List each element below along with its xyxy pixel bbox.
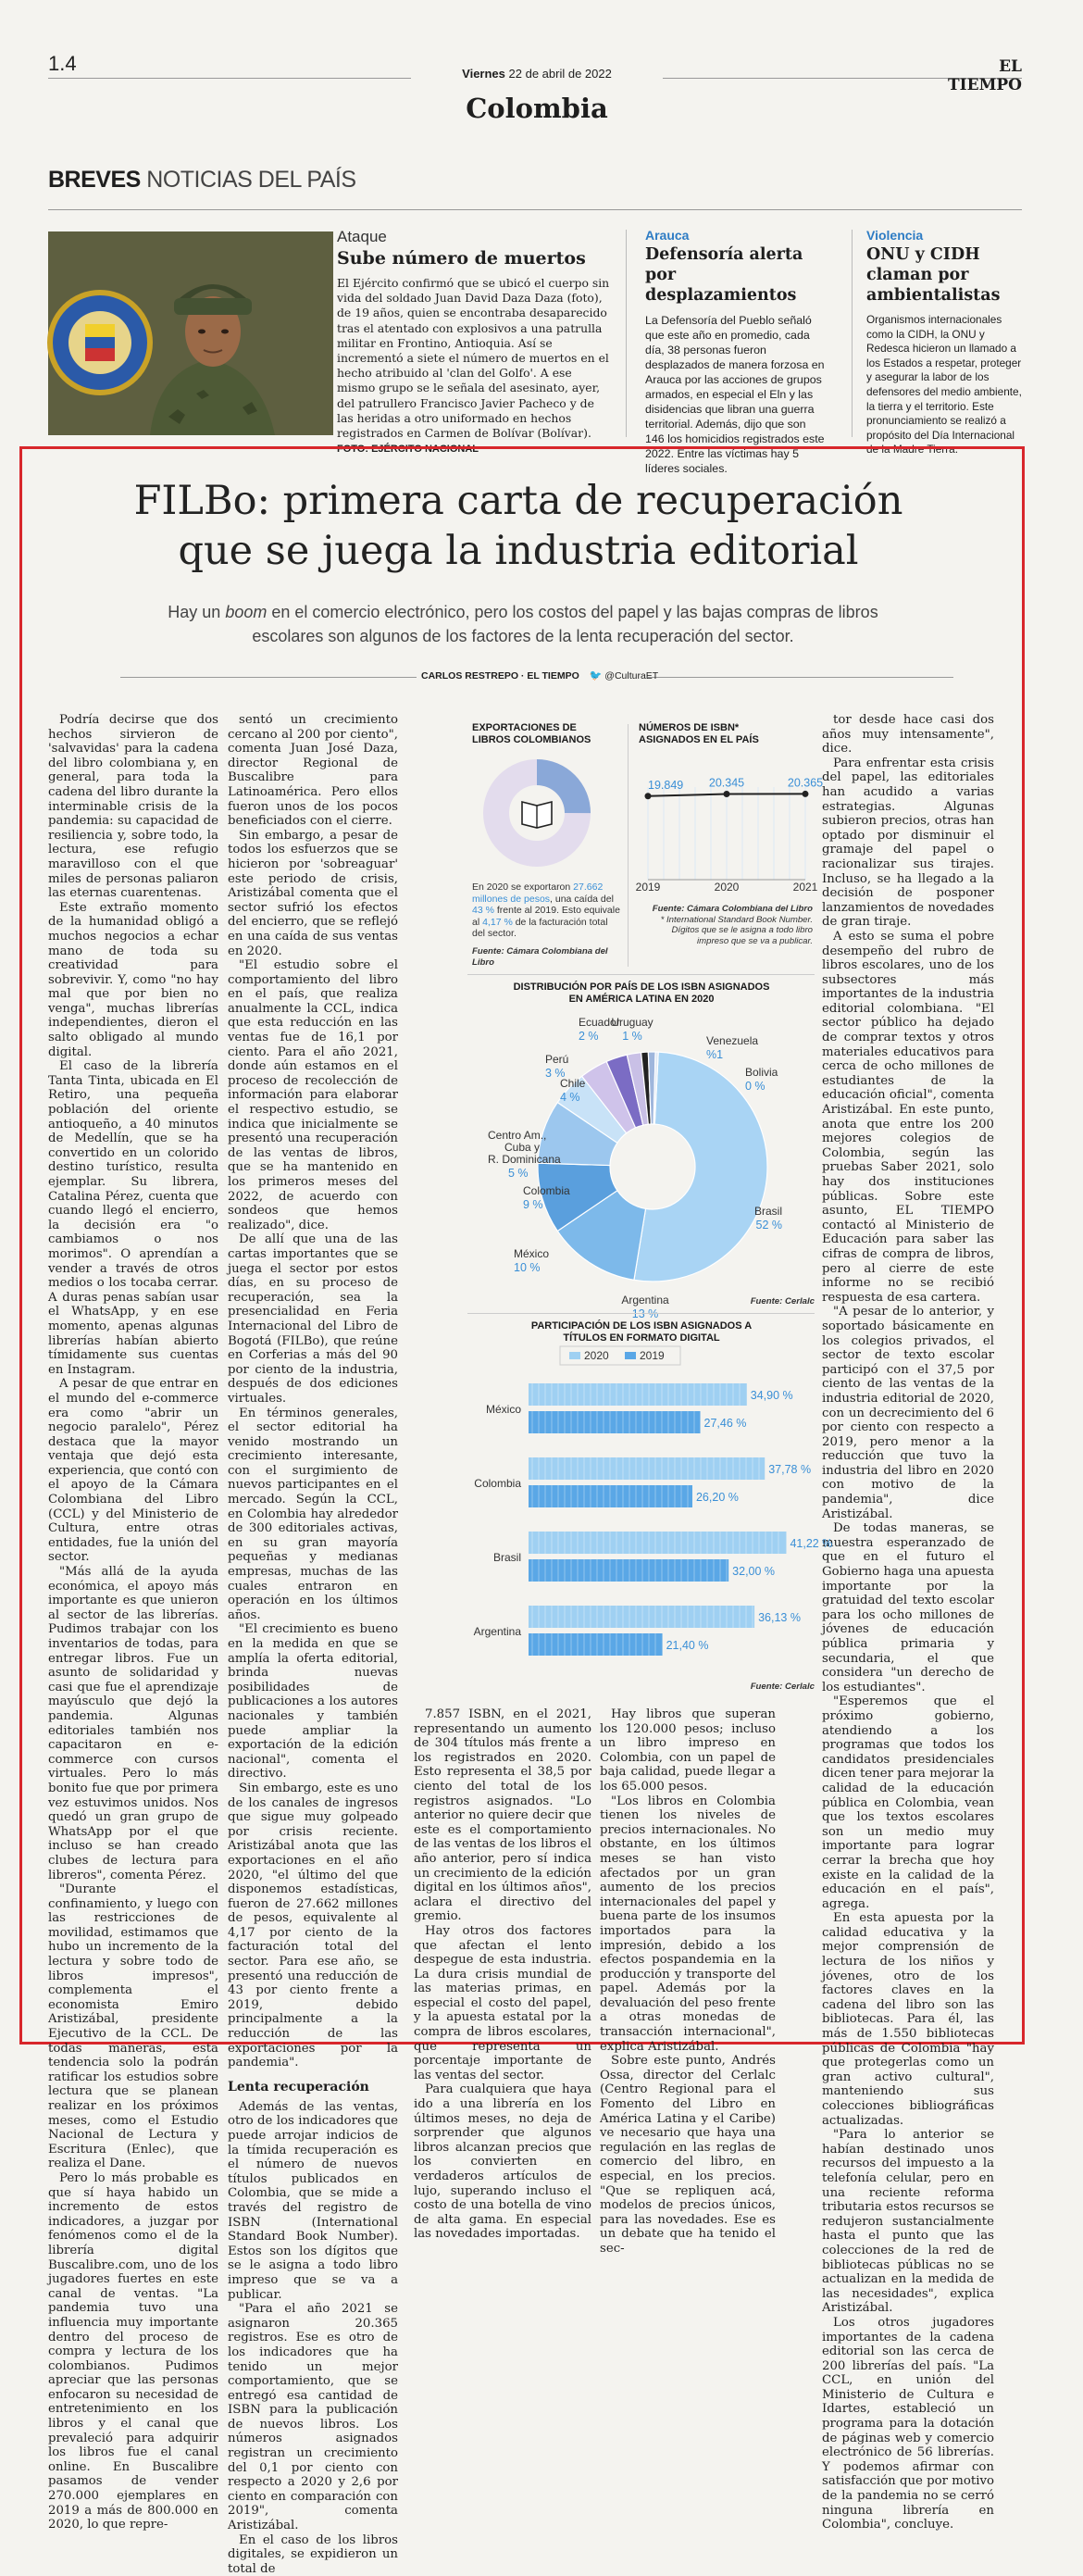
paragraph: Además de las ventas, otro de los indicadores que puede arrojar indicios de la tímida recuperación es el número de nuevos títulos publicados en Colombia, que se mide a través del registro de ISBN (International Standard Book Number). Estos son los dígitos que se le asigna a todo libro impreso que se va a publicar. — [228, 2099, 398, 2302]
paragraph: En términos generales, el sector editorial ha venido mostrando un crecimiento interesante, con el surgimiento de nuevos participantes en el mercado. Según la CCL, en Colombia hay alrededor de 300 editoriales activas, en su gran mayoría pequeñas y medianas empresas, muchas de las cuales entraron en operación en los últimos años. — [228, 1406, 398, 1622]
bar-value-label: 27,46 % — [703, 1417, 747, 1430]
digital-source: Fuente: Cerlalc — [750, 1682, 815, 1692]
breves-label-light: NOTICIAS DEL PAÍS — [146, 167, 356, 193]
distribution-value: 5 % — [508, 1167, 529, 1180]
distribution-value: 13 % — [631, 1307, 659, 1320]
deck-em: boom — [225, 603, 268, 621]
exports-note-pre: En 2020 se exportaron — [472, 882, 574, 893]
paragraph: "Esperemos que el próximo gobierno, atendiendo a los programas que todos los candidatos presidenciales dicen tener para mejorar la calidad de la educación pública en Colombia, vean que los textos escolares son un medio muy importante para lograr cerrar la brecha que hoy existe en la calidad de la educación en el país", agrega. — [822, 1694, 994, 1911]
brief-ataque — [337, 228, 611, 456]
distribution-label: Chile — [560, 1077, 586, 1090]
distribution-label: México — [514, 1247, 550, 1260]
headline-line-2: que se juega la industria editorial — [178, 528, 859, 574]
distribution-label: Argentina — [621, 1294, 669, 1307]
col-2-text-a — [228, 713, 398, 2070]
col-1-text — [48, 713, 218, 2532]
bar — [529, 1457, 765, 1480]
paragraph: En el caso de los libros digitales, se expidieron un total de — [228, 2532, 398, 2576]
paragraph: Sin embargo, a pesar de todos los esfuerzos que se hicieron por 'sobreaguar' este periodo de crisis, Aristizábal comenta que el sector sufrió los efectos del encierro, que se reflejó en una caída de sus ventas en 2020. — [228, 828, 398, 958]
paragraph: Podría decirse que dos hechos sirvieron de 'salvavidas' para la cadena del libro colombiana y, en general, para toda la cadena del libro durante la interminable crisis de la pandemia: su capacidad de resiliencia y, sobre todo, la lectura, ese refugio maravilloso con el que miles de personas paliaron las eternas cuarentenas. — [48, 713, 218, 901]
isbn-data-label: 20.365 — [787, 776, 824, 790]
paragraph: Para cualquiera que haya ido a una librería en los últimos meses, no deja de sorprender que algunos libros alcanzan precios que los convierten en verdaderos artículos de lujo, superando incluso el costo de una botella de vino de alta gama. En especial las novedades importadas. — [414, 2082, 591, 2242]
exports-donut — [472, 754, 620, 874]
distribution-value: %1 — [706, 1048, 724, 1061]
exports-note-mid2: frente al 2019. Esto equivale al — [472, 905, 620, 928]
infographic-rule-1 — [467, 974, 815, 975]
distribution-value: 10 % — [514, 1261, 541, 1274]
paragraph: "Durante el confinamiento, y luego con las restricciones de movilidad, estimamos que hubo un incremento de la lectura y sobre todo de libros impresos", complementa el economista Emiro Aristizábal, presidente Ejecutivo de la CCL. De todas maneras, esta tendencia solo la podrán ratificar los estudios sobre lectura que se planean realizar en los próximos meses, como el Estudio Nacional de Lectura y Escritura (Enlec), que realiza el Dane. — [48, 1882, 218, 2171]
distribution-label: Brasil — [753, 1205, 782, 1218]
article-col-3 — [414, 1707, 591, 2242]
paragraph: tor desde hace casi dos años muy intensamente", dice. — [822, 713, 994, 757]
brief-kicker: Violencia — [866, 228, 924, 243]
byline — [421, 669, 659, 682]
brief-body-text: El Ejército confirmó que se ubicó el cuerpo sin vida del soldado Juan David Daza Daza (foto), de 19 años, quien se encontraba desaparecido tras el atentado con explosivos a una patrulla militar en Frontino, Antioquia. Así se incrementó a siete el número de muertos en el hecho atribuido al 'clan del Golfo'. A ese mismo grupo se le señala del asesinato, ayer, del patrullero Francisco Javier Pacheco y de las heridas a otro uniformado en hechos registrados en Carmen de Bolívar (Bolívar). — [337, 276, 610, 441]
distribution-label: Colombia — [523, 1184, 570, 1197]
isbn-source-line2: * International Standard Book Number. Dígitos que se le asigna a todo libro impreso que se va a publicar. — [660, 914, 813, 946]
digital-title: PARTICIPACIÓN DE LOS ISBN ASIGNADOS A TÍTULOS EN FORMATO DIGITAL — [530, 1320, 753, 1344]
byline-rule-right — [648, 677, 953, 678]
legend-label: 2020 — [584, 1349, 609, 1362]
article-col-1 — [48, 713, 218, 2532]
paragraph: Sin embargo, este es uno de los canales de ingresos que sigue muy golpeado por crisis reciente. Aristizábal anota que las exportaciones en el año 2020, "el último del que disponemos estadísticas, fueron de 27.662 millones de pesos, equivalente al 4,17 por ciento de la facturación total del sector. Para ese año, se presentó una reducción de 43 por ciento frente a 2019, debido principalmente a la reducción de las exportaciones por la pandemia". — [228, 1781, 398, 2070]
paragraph: "A pesar de lo anterior, y soportado básicamente en los colegios privados, el sector de texto escolar participó con el 37,5 por ciento de las ventas de la industria editorial de 2020, con un decrecimiento del 6 por ciento con respecto a 2019, pero menor a la reducción que tuvo la industria del libro en 2020 con motivo de la pandemia", dice Aristizábal. — [822, 1305, 994, 1521]
paragraph: Hay otros dos factores que afectan el lento despegue de esta industria. La dura crisis mundial de las materias primas, en especial el costo del papel, y la apuesta estatal por la compra de libros escolares, que representa un porcentaje importante de las ventas del sector. — [414, 1923, 591, 2082]
distribution-label: Perú — [545, 1053, 569, 1066]
brief-title: ONU y CIDH claman por ambientalistas — [866, 245, 1001, 305]
isbn-source-line1: Fuente: Cámara Colombiana del Libro — [652, 904, 813, 914]
distribution-value: 4 % — [560, 1091, 580, 1104]
header-date — [411, 67, 663, 81]
breves-rule — [48, 209, 1022, 210]
article-col-5 — [822, 713, 994, 2532]
isbn-line-chart — [635, 769, 824, 898]
bar-value-label: 34,90 % — [750, 1389, 793, 1402]
paragraph: En esta apuesta por la calidad educativa y la mejor comprensión de lectura de los niños y jóvenes, otro de los factores claves en la cadena del libro son las bibliotecas. Para él, las más de 1.550 bibliotecas públicas de Colombia "hay que protegerlas como un gran activo cultural", manteniendo sus colecciones bibliográficas actualizadas. — [822, 1911, 994, 2128]
exports-source: Fuente: Cámara Colombiana del Libro — [472, 946, 608, 968]
bar-category-label: Colombia — [474, 1477, 521, 1490]
isbn-tick-label: 2021 — [792, 881, 818, 894]
isbn-point — [645, 793, 652, 799]
bar-category-label: México — [485, 1403, 521, 1416]
distribution-value: 52 % — [755, 1219, 782, 1232]
exports-note-post: de la facturación total del sector. — [472, 916, 608, 939]
bar-value-label: 26,20 % — [695, 1491, 739, 1504]
date-rest: 22 de abril de 2022 — [508, 67, 612, 81]
distribution-label: Bolivia — [745, 1066, 778, 1079]
distribution-value: 1 % — [622, 1030, 642, 1043]
distribution-label: R. Dominicana — [488, 1153, 561, 1166]
exports-note-pct2: 4,17 % — [482, 916, 513, 928]
article-deck — [139, 600, 907, 648]
article-headline — [56, 476, 981, 576]
isbn-source — [648, 904, 813, 946]
page-number: 1.4 — [48, 52, 77, 75]
header-rule-left — [48, 78, 411, 79]
bar-value-label: 36,13 % — [758, 1611, 801, 1624]
distribution-value: 9 % — [523, 1198, 543, 1211]
isbn-point — [724, 791, 730, 797]
paragraph: "Para el año 2021 se asignaron 20.365 registros. Ese es otro de los indicadores que ha tenido un mejor comportamiento, que se entregó esa cantidad de ISBN para la publicación de nuevos libros. Los números asignados registran un crecimiento del 0,1 por ciento con respecto a 2020 y 2,6 por ciento en comparación con 2019", comenta Aristizábal. — [228, 2302, 398, 2533]
paragraph: "El crecimiento es bueno en la medida en que se amplía la oferta editorial, brinda nuevas posibilidades de publicaciones a los autores nacionales y también puede ampliar la exportación de la edición nacional", comenta el directivo. — [228, 1622, 398, 1782]
exports-title: EXPORTACIONES DE LIBROS COLOMBIANOS — [472, 722, 591, 745]
breves-label-bold: BREVES — [48, 167, 141, 193]
article-col-4 — [600, 1707, 776, 2256]
paragraph: "El estudio sobre el comportamiento del libro en el país, que realiza anualmente la CCL, indica que esta reducción en las ventas fue de 16,1 por ciento. Para el año 2021, donde aún estamos en el proceso de recolección de información para elaborar el respectivo estudio, se indica que inicialmente se presentó una recuperación de las ventas de libros, que se ha mantenido en los primeros meses del 2022, de acuerdo con sondeos que hemos realizado", dice. — [228, 958, 398, 1232]
distribution-source: Fuente: Cerlalc — [750, 1296, 815, 1307]
bar-value-label: 41,22 % — [790, 1537, 833, 1550]
digital-bar-chart — [467, 1348, 833, 1691]
bar — [529, 1532, 786, 1554]
exports-note-value: 27.662 millones de pesos — [472, 882, 604, 905]
twitter-icon: 🐦 — [589, 670, 603, 682]
exports-note-pct: 43 % — [472, 905, 494, 916]
soldier-photo-illustration — [48, 231, 333, 435]
legend-swatch — [569, 1352, 580, 1359]
book-icon — [522, 802, 552, 828]
isbn-title: NÚMEROS DE ISBN* ASIGNADOS EN EL PAÍS — [639, 722, 759, 745]
distribution-infographic — [467, 982, 815, 1320]
infographic-divider-1 — [628, 724, 629, 967]
brief-body: La Defensoría del Pueblo señaló que este año en promedio, cada día, 38 personas fueron desplazados de manera forzosa en Arauca por las acciones de grupos armados, en especial el Eln y las disidencias que libran una guerra territorial. Además, dijo que son 146 los homicidios registrados este 2022. Entre las víctimas hay 5 líderes sociales. — [645, 314, 825, 475]
brief-body: Organismos internacionales como la CIDH, la ONU y Redesca hicieron un llamado a los Estados a respetar, proteger y asegurar la labor de los defensores del medio ambiente, la tierra y el territorio. Este pronunciamiento se realizó a propósito del Día Internacional de la Madre Tierra. — [866, 313, 1022, 456]
brief-body — [337, 276, 611, 456]
breves-col-divider-2 — [852, 230, 853, 437]
bar-category-label: Argentina — [473, 1625, 521, 1638]
paragraph: El caso de la librería Tanta Tinta, ubicada en El Retiro, una pequeña población del oriente antioqueño, a 40 minutos de Medellín, que se ha convertido en un colorido destino turístico, resulta ejemplar. Su librera, Catalina Pérez, cuenta que cuando llegó el encierro, la decisión era "o cambiamos o nos morimos". O aprendían a vender a través de otros medios o los tocaba cerrar. A duras penas sabían usar el WhatsApp, y en ese momento, apenas algunas librerías habían abierto tímidamente sus cuentas en Instagram. — [48, 1059, 218, 1377]
date-day: Viernes — [462, 67, 505, 81]
brief-title: Defensoría alerta por desplazamientos — [645, 245, 803, 305]
distribution-donut-chart — [467, 1009, 815, 1320]
deck-post: en el comercio electrónico, pero los costos del papel y las bajas compras de libros escolares son algunos de los factores de la lenta recuperación del sector. — [252, 603, 878, 645]
section-title: Colombia — [466, 93, 608, 124]
breves-label — [48, 167, 356, 194]
brief-kicker: Arauca — [645, 228, 690, 243]
digital-infographic — [467, 1320, 833, 1695]
brand-logo: EL TIEMPO — [948, 57, 1022, 94]
distribution-label: Cuba y — [504, 1141, 541, 1154]
exports-note-mid: , una caída del — [550, 893, 614, 905]
brief-title: Sube número de muertos — [337, 248, 586, 269]
isbn-point — [803, 791, 809, 797]
isbn-infographic — [635, 722, 824, 965]
isbn-data-label: 19.849 — [648, 778, 684, 792]
paragraph: 7.857 ISBN, en el 2021, representando un aumento de 304 títulos más frente a los registrados en 2020. Esto representa el 38,5 por ciento del total de los registros asignados. "Lo anterior no quiere decir que este es el comportamiento de las ventas de los libros el año anterior, pero sí indica un crecimiento de la edición digital en los últimos años", aclara el directivo del gremio. — [414, 1707, 591, 1924]
col-4-text — [600, 1707, 776, 2257]
exports-note — [472, 882, 622, 940]
bar-value-label: 37,78 % — [768, 1463, 812, 1476]
paragraph: De todas maneras, se muestra esperanzado de que en el futuro el Gobierno haga una apuesta importante por la gratuidad del texto escolar para los ocho millones de jóvenes de educación pública primaria y secundaria, el que considera "un derecho de los estudiantes". — [822, 1521, 994, 1694]
isbn-data-label: 20.345 — [708, 776, 745, 790]
col-2-text-b — [228, 2100, 398, 2576]
bar-value-label: 21,40 % — [666, 1639, 709, 1652]
paragraph: A esto se suma el pobre desempeño del rubro de libros escolares, uno de los subsectores más importantes de la industria editorial colombiana. "El sector público ha dejado de comprar textos y otros materiales educativos para cerca de ocho millones de estudiantes de la educación oficial", comenta Aristizábal. En este punto, anota que entre los 200 mejores colegios de Colombia, según las pruebas Saber 2021, solo hay dos instituciones públicas. Sobre este asunto, EL TIEMPO contactó al Ministerio de Educación para saber las cifras de compra de libros, pero al cierre de este informe no se recibió respuesta de esa cartera. — [822, 929, 994, 1305]
bar-value-label: 32,00 % — [732, 1565, 776, 1578]
distribution-label: Venezuela — [706, 1034, 759, 1047]
brief-violencia — [866, 228, 1022, 457]
brief-photo-credit: FOTO: EJÉRCITO NACIONAL — [337, 444, 479, 456]
breves-col-divider-1 — [626, 230, 627, 437]
distribution-title: DISTRIBUCIÓN POR PAÍS DE LOS ISBN ASIGNADOS EN AMÉRICA LATINA EN 2020 — [513, 982, 770, 1005]
distribution-value: 2 % — [579, 1030, 599, 1043]
col-3-text — [414, 1707, 591, 2242]
isbn-tick-label: 2020 — [714, 881, 740, 894]
distribution-value: 0 % — [745, 1080, 766, 1093]
deck-pre: Hay un — [168, 603, 226, 621]
paragraph: "Más allá de la ayuda económica, el apoyo más importante es que unieron al sector de las librerías. Pudimos trabajar con los inventarios de todas, para entregar libros. Fue un asunto de solidaridad y casi que fue el aprendizaje mayúsculo que dejó la pandemia. Algunas editoriales también nos capacitaron en e-commerce con cursos virtuales. Pero lo más bonito fue que por primera vez estuvimos unidos. Nos quedó un gran grupo de WhatsApp por el que incluso se han creado clubes de lectura para libreros", comenta Pérez. — [48, 1565, 218, 1882]
paragraph: Sobre este punto, Andrés Ossa, director del Cerlalc (Centro Regional para el Fomento del Libro en América Latina y el Caribe) ve necesario que haya una regulación en las reglas de comercio del libro, en especial, en los precios. "Que se repliquen acá, modelos de precios únicos, para las novedades. Ese es un debate que ha tenido el sec- — [600, 2054, 776, 2256]
soldier-photo — [48, 231, 333, 435]
distribution-label: Ecuador — [579, 1016, 620, 1029]
distribution-label: Uruguay — [611, 1016, 654, 1029]
col-5-text — [822, 713, 994, 2532]
paragraph: De allí que una de las cartas importantes que se juega el sector por estos días, en su proceso de recuperación, sea la presencialidad en Feria Internacional del Libro de Bogotá (FILBo), que reúne en Corferias a más del 90 por ciento de la industria, después de dos ediciones virtuales. — [228, 1232, 398, 1406]
paragraph: Pero lo más probable es que sí haya habido un incremento de estos indicadores, a juzgar por fenómenos como el de la librería digital Buscalibre.com, uno de los jugadores fuertes en este canal de ventas. "La pandemia tuvo una influencia muy importante dentro del proceso de compra y lectura de los colombianos. Pudimos apreciar que las personas enfocaron su necesidad de entretenimiento en los libros y el canal que prevaleció para adquirir los libros fue el canal online. En Buscalibre pasamos de vender 270.000 ejemplares en 2019 a más de 800.000 en 2020, lo que repre- — [48, 2170, 218, 2532]
distribution-value: 3 % — [545, 1067, 566, 1080]
article-subhead: Lenta recuperación — [228, 2079, 369, 2095]
exports-infographic — [472, 722, 622, 968]
article-col-2 — [228, 713, 398, 2576]
infographic-rule-2 — [467, 1313, 815, 1314]
paragraph: Hay libros que superan los 120.000 pesos; incluso un libro impreso en Colombia, con un papel de baja calidad, puede llegar a los 65.000 pesos. — [600, 1707, 776, 1794]
brief-arauca — [645, 228, 827, 476]
brief-kicker: Ataque — [337, 228, 387, 245]
paragraph: Los otros jugadores importantes de la cadena editorial son las cerca de 200 librerías del país. "La CCL, en unión del Ministerio de Cultura e Idartes, estableció un programa para la dotación de páginas web y comercio electrónico de 56 librerías. Y podemos afirmar con satisfacción que por motivo de la pandemia no se cerró ninguna librería en Colombia", concluye. — [822, 2315, 994, 2532]
paragraph: "Los libros en Colombia tienen los niveles de precios internacionales. No obstante, en los últimos meses se han visto afectados por un gran aumento de los precios internacionales del papel y buena parte de los insumos importados para la impresión, debido a los efectos pospandemia en la producción y transporte del papel. Además por la devaluación del peso frente a otras monedas de transacción internacional", explica Aristizábal. — [600, 1794, 776, 2054]
paragraph: Para enfrentar esta crisis del papel, las editoriales han acudido a varias estrategias. Algunas subieron precios, otras han optado por disminuir el gramaje del papel o racionalizar sus tirajes. Incluso, se ha llegado a la decisión de posponer lanzamientos de novedades de gran tiraje. — [822, 756, 994, 930]
twitter-handle: @CulturaET — [604, 670, 659, 682]
paragraph: A pesar de que entrar en el mundo del e-commerce era como "abrir un negocio paralelo", Pérez destaca que la mayor ventaja que dejó esta experiencia, que contó con el apoyo de la Cámara Colombiana del Libro (CCL) y del Ministerio de Cultura, entre otras entidades, fue la unión del sector. — [48, 1377, 218, 1565]
paragraph: Este extraño momento de la humanidad obligó a muchos negocios a echar mano de toda su creatividad para sobrevivir. Y, como "no hay mal que por bien no venga", muchas librerías independientes, dieron el salto obligado al mundo digital. — [48, 900, 218, 1059]
isbn-tick-label: 2019 — [635, 881, 661, 894]
legend-label: 2019 — [640, 1349, 665, 1362]
paragraph: sentó un crecimiento cercano al 200 por ciento", comenta Juan José Daza, director Regional de Buscalibre para Latinoamérica. Pero ellos fueron unos de los pocos beneficiados con el cierre. — [228, 713, 398, 829]
legend-swatch — [625, 1352, 636, 1359]
byline-author: CARLOS RESTREPO · EL TIEMPO — [421, 670, 579, 682]
byline-rule-left — [120, 677, 417, 678]
bar-category-label: Brasil — [492, 1551, 521, 1564]
paragraph: "Para lo anterior se habían destinado unos recursos del impuesto a la telefonía celular, pero en una reciente reforma tributaria estos recursos se redujeron sustancialmente hasta el punto que las colecciones de la red de bibliotecas públicas no se actualizan en la medida de las necesidades", explica Aristizábal. — [822, 2128, 994, 2316]
headline-line-1: FILBo: primera carta de recuperación — [133, 478, 903, 524]
distribution-label: Centro Am., — [488, 1129, 547, 1142]
